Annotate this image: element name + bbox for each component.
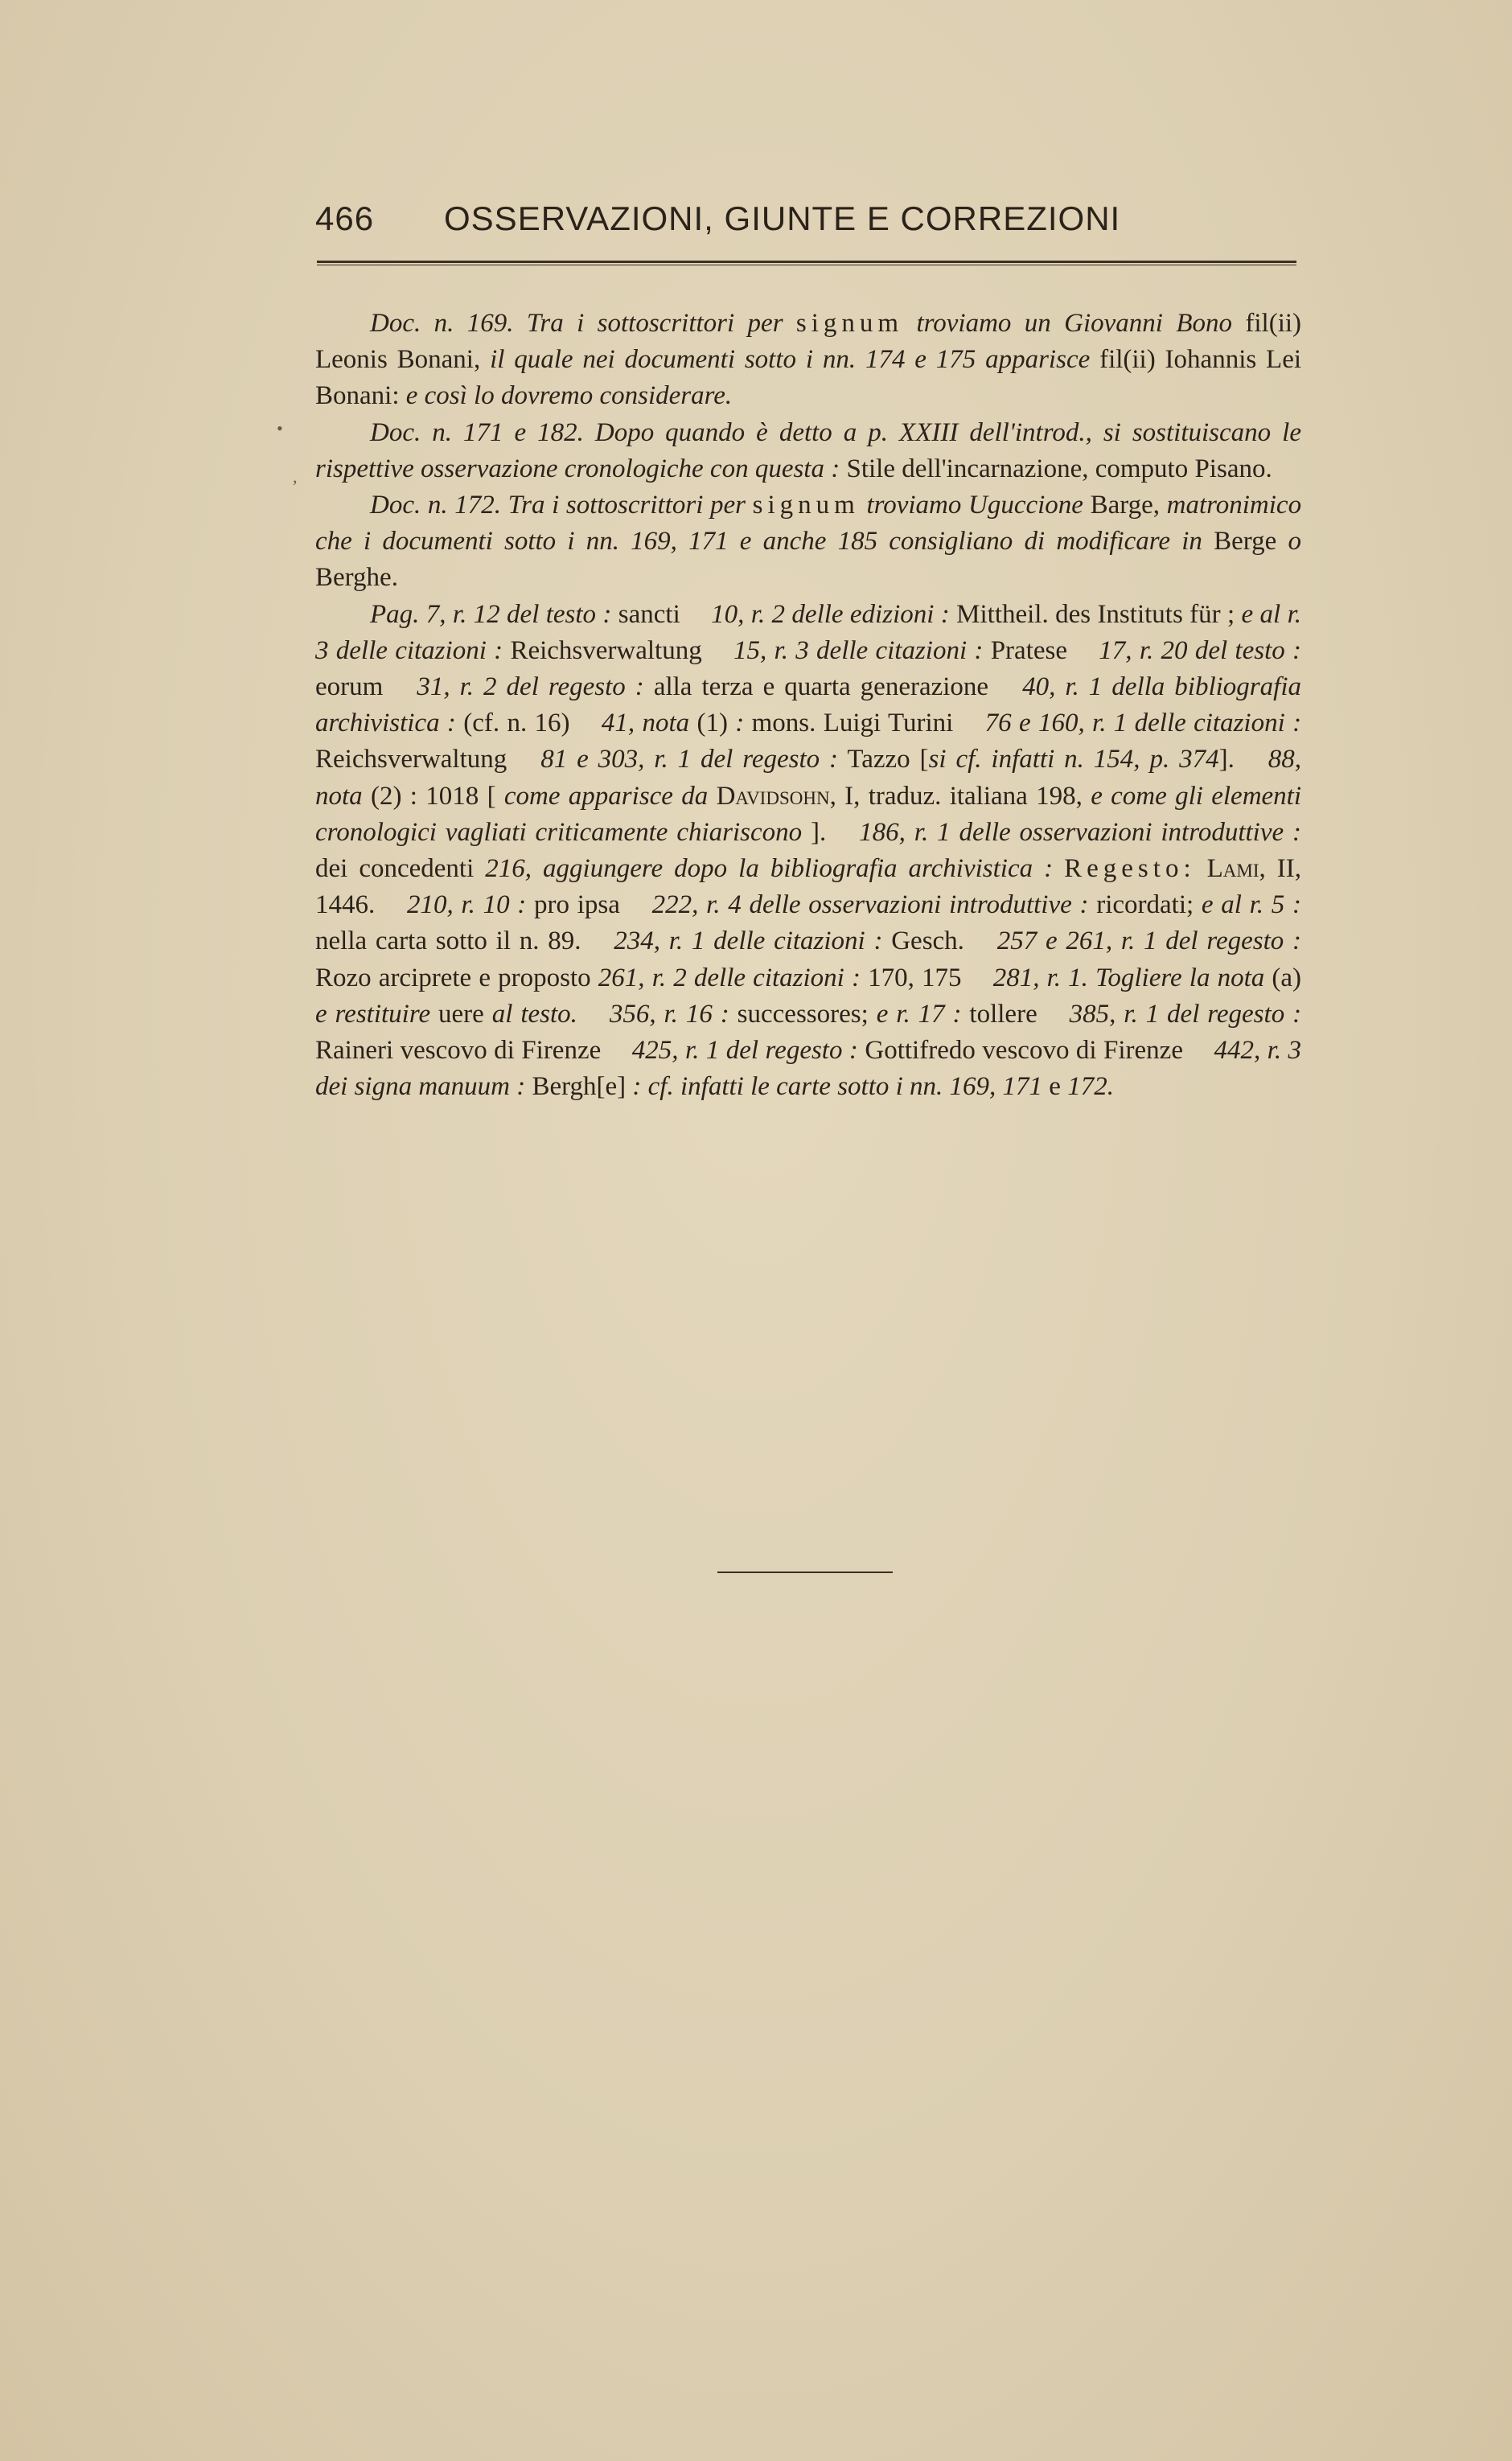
correction-ref: 425, r. 1 del regesto : bbox=[631, 1036, 858, 1066]
margin-dot: • bbox=[277, 418, 283, 438]
correction-text: Reichsverwaltung bbox=[315, 745, 507, 774]
correction-text: mons. Luigi Turini bbox=[751, 709, 954, 738]
correction-ref: 385, r. 1 del regesto : bbox=[1069, 999, 1302, 1029]
header-rule bbox=[317, 261, 1296, 265]
correction-text: Reichsverwaltung bbox=[510, 635, 702, 665]
correction-text: Gottifredo vescovo di Firenze bbox=[865, 1036, 1183, 1066]
entry-ref: Doc. n. 172. bbox=[370, 491, 501, 520]
correction-ref: 10, r. 2 delle edizioni : bbox=[711, 599, 950, 629]
correction-text: successores; bbox=[737, 999, 869, 1029]
correction-ref: si cf. infatti n. 154, p. 374 bbox=[928, 745, 1219, 774]
correction-ref: 210, r. 10 : bbox=[406, 890, 527, 920]
correction-text: ]. bbox=[1218, 745, 1235, 774]
paragraph-doc-172 bbox=[315, 487, 1301, 597]
running-title: OSSERVAZIONI, GIUNTE E CORREZIONI bbox=[444, 199, 1121, 237]
correction-ref: al testo. bbox=[491, 999, 577, 1029]
italic-text: matronimico che i documenti sotto i nn. 169, 171 e anche 185 consigliano di modificare in bbox=[315, 491, 1302, 557]
correction-ref: 356, r. 16 : bbox=[609, 999, 729, 1029]
correction-ref: 186, r. 1 delle osservazioni introduttive : bbox=[859, 817, 1302, 847]
correction-text: , I, traduz. italiana 198, bbox=[829, 781, 1083, 811]
roman-text: Berge bbox=[1214, 527, 1277, 557]
correction-ref: : bbox=[735, 709, 745, 738]
correction-text: 170, 175 bbox=[868, 963, 962, 992]
correction-text: Gesch. bbox=[891, 926, 964, 956]
roman-text: fil(ii) Iohannis Lei Bonani: bbox=[315, 345, 1302, 411]
correction-ref: 88, nota bbox=[315, 745, 1302, 811]
correction-ref: : cf. infatti le carte sotto i nn. 169, 171 bbox=[632, 1072, 1043, 1102]
spaced-text: signum bbox=[795, 309, 904, 338]
correction-text: (a) bbox=[1272, 963, 1302, 992]
correction-text: alla terza e quarta generazione bbox=[653, 672, 989, 702]
correction-ref: 234, r. 1 delle citazioni : bbox=[614, 926, 883, 956]
correction-ref: 442, r. 3 dei signa manuum : bbox=[315, 1036, 1302, 1102]
correction-ref: 81 e 303, r. 1 del regesto : bbox=[540, 745, 839, 774]
correction-ref: 17, r. 20 del testo : bbox=[1099, 635, 1302, 665]
page-number: 466 bbox=[315, 199, 375, 237]
paragraph-doc-171-182 bbox=[315, 415, 1301, 487]
correction-text: ricordati; bbox=[1096, 890, 1194, 920]
italic-text: e così lo dovremo considerare. bbox=[405, 381, 733, 411]
correction-ref: come apparisce da bbox=[503, 781, 709, 811]
correction-text: e bbox=[1049, 1072, 1061, 1102]
italic-text: il quale nei documenti sotto i nn. 174 e 175 apparisce bbox=[490, 345, 1091, 375]
correction-ref: 31, r. 2 del regesto : bbox=[417, 672, 644, 702]
italic-text: Tra i sottoscrittori per bbox=[526, 309, 783, 338]
correction-text: eorum bbox=[315, 672, 384, 702]
correction-ref: 216, aggiungere dopo la bibliografia archivistica : bbox=[485, 854, 1054, 884]
correction-text: dei concedenti bbox=[315, 854, 475, 884]
paragraph-page-corrections bbox=[315, 597, 1301, 1106]
italic-text: Dopo quando è detto a p. XXIII dell'introd., si sostituiscano le rispettive osservazione cronologiche con questa : bbox=[315, 417, 1301, 483]
running-header bbox=[315, 199, 1296, 248]
correction-text: , II, 1446. bbox=[315, 854, 1302, 920]
correction-ref: 41, nota bbox=[601, 709, 690, 738]
correction-text: (2) : 1018 [ bbox=[370, 781, 496, 811]
correction-ref: 76 e 160, r. 1 delle citazioni : bbox=[984, 709, 1302, 738]
roman-text: fil(ii) Leonis Bonani, bbox=[315, 309, 1302, 375]
correction-ref: 257 e 261, r. 1 del regesto : bbox=[996, 926, 1301, 956]
correction-text: uere bbox=[438, 999, 484, 1029]
end-rule bbox=[717, 1572, 893, 1573]
correction-text: ]. bbox=[811, 817, 827, 847]
entry-ref: Doc. n. 171 e 182. bbox=[370, 417, 584, 447]
correction-ref: e come gli elementi cronologici vagliati criticamente chiariscono bbox=[315, 781, 1302, 847]
correction-ref: Pag. 7, r. 12 del testo : bbox=[370, 599, 612, 629]
correction-ref: 222, r. 4 delle osservazioni introduttive : bbox=[651, 890, 1089, 920]
correction-ref: e al r. 3 delle citazioni : bbox=[315, 599, 1302, 665]
roman-text: Berghe. bbox=[315, 563, 398, 593]
correction-text: Bergh[e] bbox=[532, 1072, 627, 1102]
correction-ref: e r. 17 : bbox=[876, 999, 962, 1029]
correction-text: Raineri vescovo di Firenze bbox=[315, 1036, 602, 1066]
correction-ref: 172. bbox=[1067, 1072, 1114, 1102]
roman-text: Barge, bbox=[1090, 491, 1161, 520]
correction-text: Mittheil. des Instituts für ; bbox=[956, 599, 1235, 629]
correction-text: Tazzo [ bbox=[847, 745, 929, 774]
entry-ref: Doc. n. 169. bbox=[370, 309, 514, 338]
author-name: Davidsohn bbox=[716, 781, 830, 811]
correction-ref: 40, r. 1 della bibliografia archivistica : bbox=[315, 672, 1301, 738]
correction-text: tollere bbox=[969, 999, 1037, 1029]
margin-dot: , bbox=[293, 466, 298, 487]
correction-text: (cf. n. 16) bbox=[463, 709, 570, 738]
correction-text: Rozo arciprete e proposto bbox=[315, 963, 591, 992]
author-name: Lami bbox=[1206, 854, 1259, 884]
correction-ref: 15, r. 3 delle citazioni : bbox=[733, 635, 984, 665]
correction-ref: 261, r. 2 delle citazioni : bbox=[598, 963, 861, 992]
italic-text: o bbox=[1288, 527, 1301, 557]
correction-text: pro ipsa bbox=[534, 890, 620, 920]
correction-ref: e restituire bbox=[315, 999, 431, 1029]
italic-text: troviamo Uguccione bbox=[866, 491, 1083, 520]
italic-text: Tra i sottoscrittori per bbox=[507, 491, 746, 520]
italic-text: troviamo un Giovanni Bono bbox=[916, 309, 1233, 338]
correction-text: sancti bbox=[618, 599, 680, 629]
correction-text: nella carta sotto il n. 89. bbox=[315, 926, 581, 956]
correction-text: (1) bbox=[696, 709, 728, 738]
correction-text: Pratese bbox=[990, 635, 1067, 665]
spaced-text: Regesto: bbox=[1064, 854, 1196, 884]
paragraph-doc-169 bbox=[315, 306, 1301, 415]
roman-text: Stile dell'incarnazione, computo Pisano. bbox=[846, 454, 1272, 483]
spaced-text: signum bbox=[752, 491, 860, 520]
body-text bbox=[315, 306, 1301, 1105]
correction-ref: 281, r. 1. Togliere la nota bbox=[992, 963, 1265, 992]
correction-ref: e al r. 5 : bbox=[1201, 890, 1301, 920]
